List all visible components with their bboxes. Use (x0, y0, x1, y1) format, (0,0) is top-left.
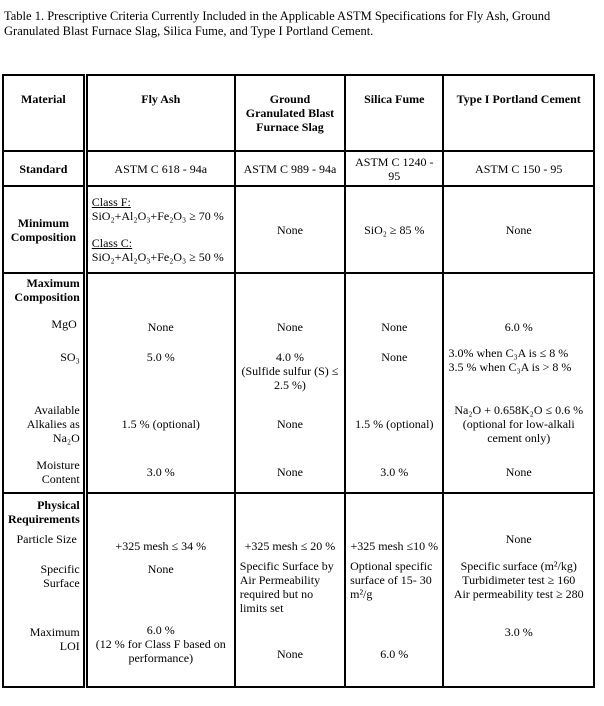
phys-req-specific-surface-row (3, 556, 594, 621)
cell-so3-silica-fume: None (345, 341, 443, 396)
col-header-ggbfs: Ground Granulated Blast Furnace Slag (235, 75, 345, 151)
sub-label-available-alkalies: Available Alkalies as Na₂O (3, 396, 85, 451)
cell-loi-portland: 3.0 % (443, 621, 594, 687)
col-header-fly-ash: Fly Ash (85, 75, 235, 151)
cell-mgo-ggbfs: None (235, 273, 345, 341)
cell-surface-ggbfs: Specific Surface by Air Permeability required but no limits set (235, 556, 345, 621)
row-label-minimum-composition: Minimum Composition (3, 186, 85, 273)
cell-particle-portland: None (443, 493, 594, 556)
cell-surface-portland (443, 556, 594, 621)
max-comp-moisture-row (3, 451, 594, 493)
cell-moisture-portland: None (443, 451, 594, 493)
so3-ggbfs-note: (Sulfide sulfur (S) ≤ 2.5 %) (241, 364, 339, 392)
sub-label-particle-size: Particle Size (16, 532, 77, 546)
cell-standard-ggbfs: ASTM C 989 - 94a (235, 151, 345, 186)
cell-alkalies-silica-fume: 1.5 % (optional) (345, 396, 443, 451)
sub-label-specific-surface: Specific Surface (3, 556, 85, 621)
cell-moisture-fly-ash: 3.0 % (85, 451, 235, 493)
surface-portland-line2: Turbidimeter test ≥ 160 (462, 573, 576, 587)
cell-min-comp-fly-ash (85, 186, 235, 273)
cell-loi-fly-ash (85, 621, 235, 687)
alkalies-portland-note: (optional for low-alkali cement only) (462, 416, 575, 445)
cell-standard-fly-ash: ASTM C 618 - 94a (85, 151, 235, 186)
row-label-phys-particle (3, 493, 85, 556)
max-comp-so3-row (3, 341, 594, 396)
cell-particle-fly-ash: +325 mesh ≤ 34 % (85, 493, 235, 556)
col-header-silica-fume: Silica Fume (345, 75, 443, 151)
cell-loi-silica-fume: 6.0 % (345, 621, 443, 687)
cell-mgo-portland: 6.0 % (443, 273, 594, 341)
cell-mgo-fly-ash: None (85, 273, 235, 341)
cell-min-comp-portland: None (443, 186, 594, 273)
cell-alkalies-portland (443, 396, 594, 451)
cell-standard-portland: ASTM C 150 - 95 (443, 151, 594, 186)
cell-moisture-ggbfs: None (235, 451, 345, 493)
sub-label-mgo: MgO (51, 317, 77, 331)
row-label-max-comp-mgo (3, 273, 85, 341)
section-heading-maximum-composition: Maximum Composition (14, 276, 80, 304)
surface-portland-line3: Air permeability test ≥ 280 (453, 587, 584, 601)
max-comp-alkalies-row (3, 396, 594, 451)
cell-particle-ggbfs: +325 mesh ≤ 20 % (235, 493, 345, 556)
col-header-portland: Type I Portland Cement (443, 75, 594, 151)
max-comp-mgo-row (3, 273, 594, 341)
cell-so3-fly-ash: 5.0 % (85, 341, 235, 396)
section-heading-physical-requirements: Physical Requirements (7, 498, 80, 526)
table-caption: Table 1. Prescriptive Criteria Currently Included in the Applicable ASTM Specifications for Fly Ash, Ground Granulated Blast Furnace Slag, Silica Fume, and Type I Portland Cement. (4, 9, 551, 38)
cell-surface-fly-ash: None (85, 556, 235, 621)
class-c-value: SiO₂+Al₂O₃+Fe₂O₃ ≥ 50 % (91, 250, 224, 264)
so3-portland-line2: 3.5 % when C₃A is > 8 % (448, 360, 572, 374)
astm-criteria-table (2, 74, 595, 688)
spacer (92, 223, 231, 236)
alkalies-portland-limit: Na₂O + 0.658K₂O ≤ 0.6 % (454, 402, 584, 417)
cell-so3-portland (443, 341, 594, 396)
header-row (3, 75, 594, 151)
col-header-material: Material (3, 75, 85, 151)
cell-particle-silica-fume: +325 mesh ≤10 % (345, 493, 443, 556)
surface-portland-line1: Specific surface (m²/kg) (460, 559, 577, 573)
class-f-value: SiO₂+Al₂O₃+Fe₂O₃ ≥ 70 % (91, 209, 224, 223)
so3-portland-line1: 3.0% when C₃A is ≤ 8 % (448, 346, 569, 360)
cell-min-comp-silica-fume: SiO₂ ≥ 85 % (345, 186, 443, 273)
cell-mgo-silica-fume: None (345, 273, 443, 341)
row-label-standard: Standard (3, 151, 85, 186)
sub-label-so3: SO₃ (3, 341, 85, 396)
minimum-composition-row (3, 186, 594, 273)
cell-alkalies-ggbfs: None (235, 396, 345, 451)
cell-so3-ggbfs (235, 341, 345, 396)
cell-alkalies-fly-ash: 1.5 % (optional) (85, 396, 235, 451)
class-c-label: Class C: (91, 236, 133, 250)
cell-standard-silica-fume: ASTM C 1240 - 95 (345, 151, 443, 186)
cell-moisture-silica-fume: 3.0 % (345, 451, 443, 493)
standard-row (3, 151, 594, 186)
phys-req-particle-size-row (3, 493, 594, 556)
sub-label-maximum-loi: Maximum LOI (3, 621, 85, 687)
cell-min-comp-ggbfs: None (235, 186, 345, 273)
loi-fly-ash-value: 6.0 % (146, 623, 175, 637)
phys-req-max-loi-row (3, 621, 594, 687)
cell-loi-ggbfs: None (235, 621, 345, 687)
so3-ggbfs-value: 4.0 % (275, 350, 304, 364)
loi-fly-ash-note: (12 % for Class F based on performance) (95, 637, 226, 665)
sub-label-moisture-content: Moisture Content (3, 451, 85, 493)
class-f-label: Class F: (91, 195, 131, 209)
cell-surface-silica-fume: Optional specific surface of 15- 30 m²/g (345, 556, 443, 621)
